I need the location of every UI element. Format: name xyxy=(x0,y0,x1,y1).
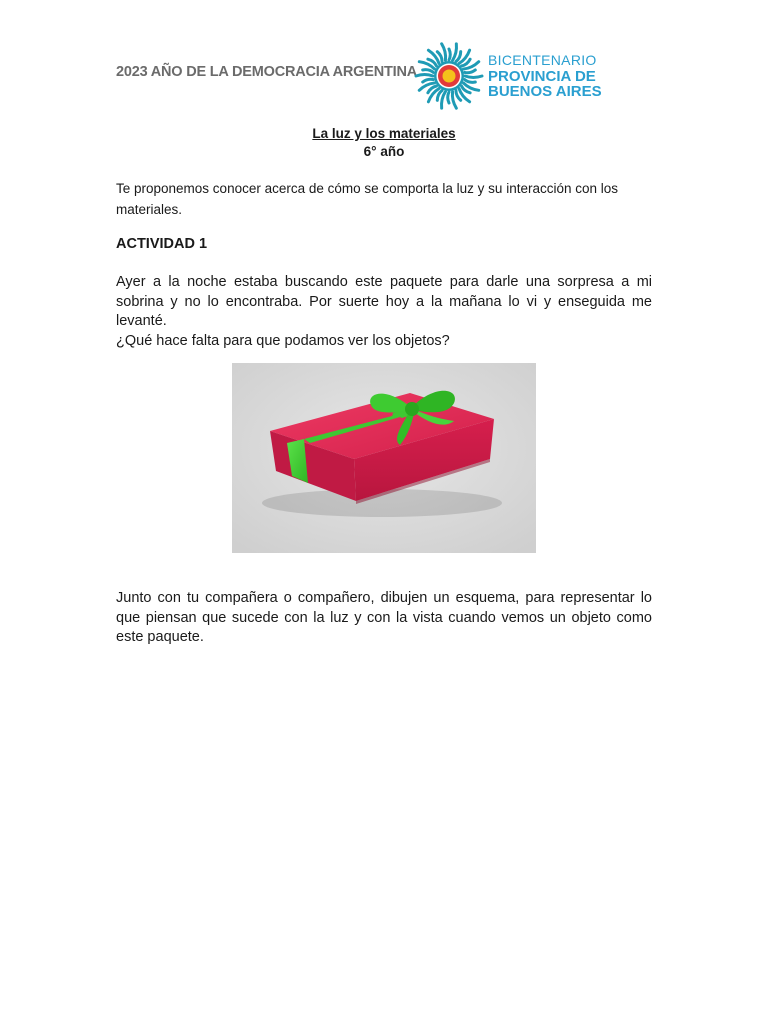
activity-heading: ACTIVIDAD 1 xyxy=(116,236,208,252)
document-title: La luz y los materiales xyxy=(312,126,456,141)
emblem-ray xyxy=(416,75,433,76)
header-banner: 2023 AÑO DE LA DEMOCRACIA ARGENTINA xyxy=(116,64,418,80)
story-block xyxy=(116,273,652,351)
emblem-ray xyxy=(453,44,457,61)
gift-box-photo xyxy=(232,363,536,553)
logo-line-buenos-aires: BUENOS AIRES xyxy=(488,83,602,100)
intro-paragraph: Te proponemos conocer acerca de cómo se comporta la luz y su interacción con los materiales. xyxy=(116,181,619,217)
logo-line-provincia: PROVINCIA DE xyxy=(488,67,596,85)
title-block xyxy=(0,125,768,161)
emblem-ray xyxy=(465,70,476,73)
logo-line-bicentenario: BICENTENARIO xyxy=(488,52,597,68)
emblem-ray xyxy=(449,49,450,60)
story-paragraph: Ayer a la noche estaba buscando este paquete para darle una sorpresa a mi sobrina y no lo encontraba. Por suerte hoy a la mañana lo vi y enseguida me levanté. xyxy=(116,274,652,329)
bicentenario-logo-text xyxy=(488,53,602,100)
emblem-ray xyxy=(442,92,446,109)
grade-label: 6° año xyxy=(363,144,405,159)
emblem-ray xyxy=(448,92,449,103)
emblem-ray xyxy=(465,80,476,83)
question-text: ¿Qué hace falta para que podamos ver los objetos? xyxy=(116,332,450,349)
emblem-ray xyxy=(465,76,482,77)
emblem-ray xyxy=(423,79,434,82)
instructions-paragraph: Junto con tu compañera o compañero, dibujen un esquema, para representar lo que piensan que sucede con la luz y con la vista cuando vemos un objeto como este paquete. xyxy=(116,590,652,645)
provincia-sun-emblem-icon xyxy=(414,41,484,111)
emblem-ray xyxy=(423,70,434,73)
